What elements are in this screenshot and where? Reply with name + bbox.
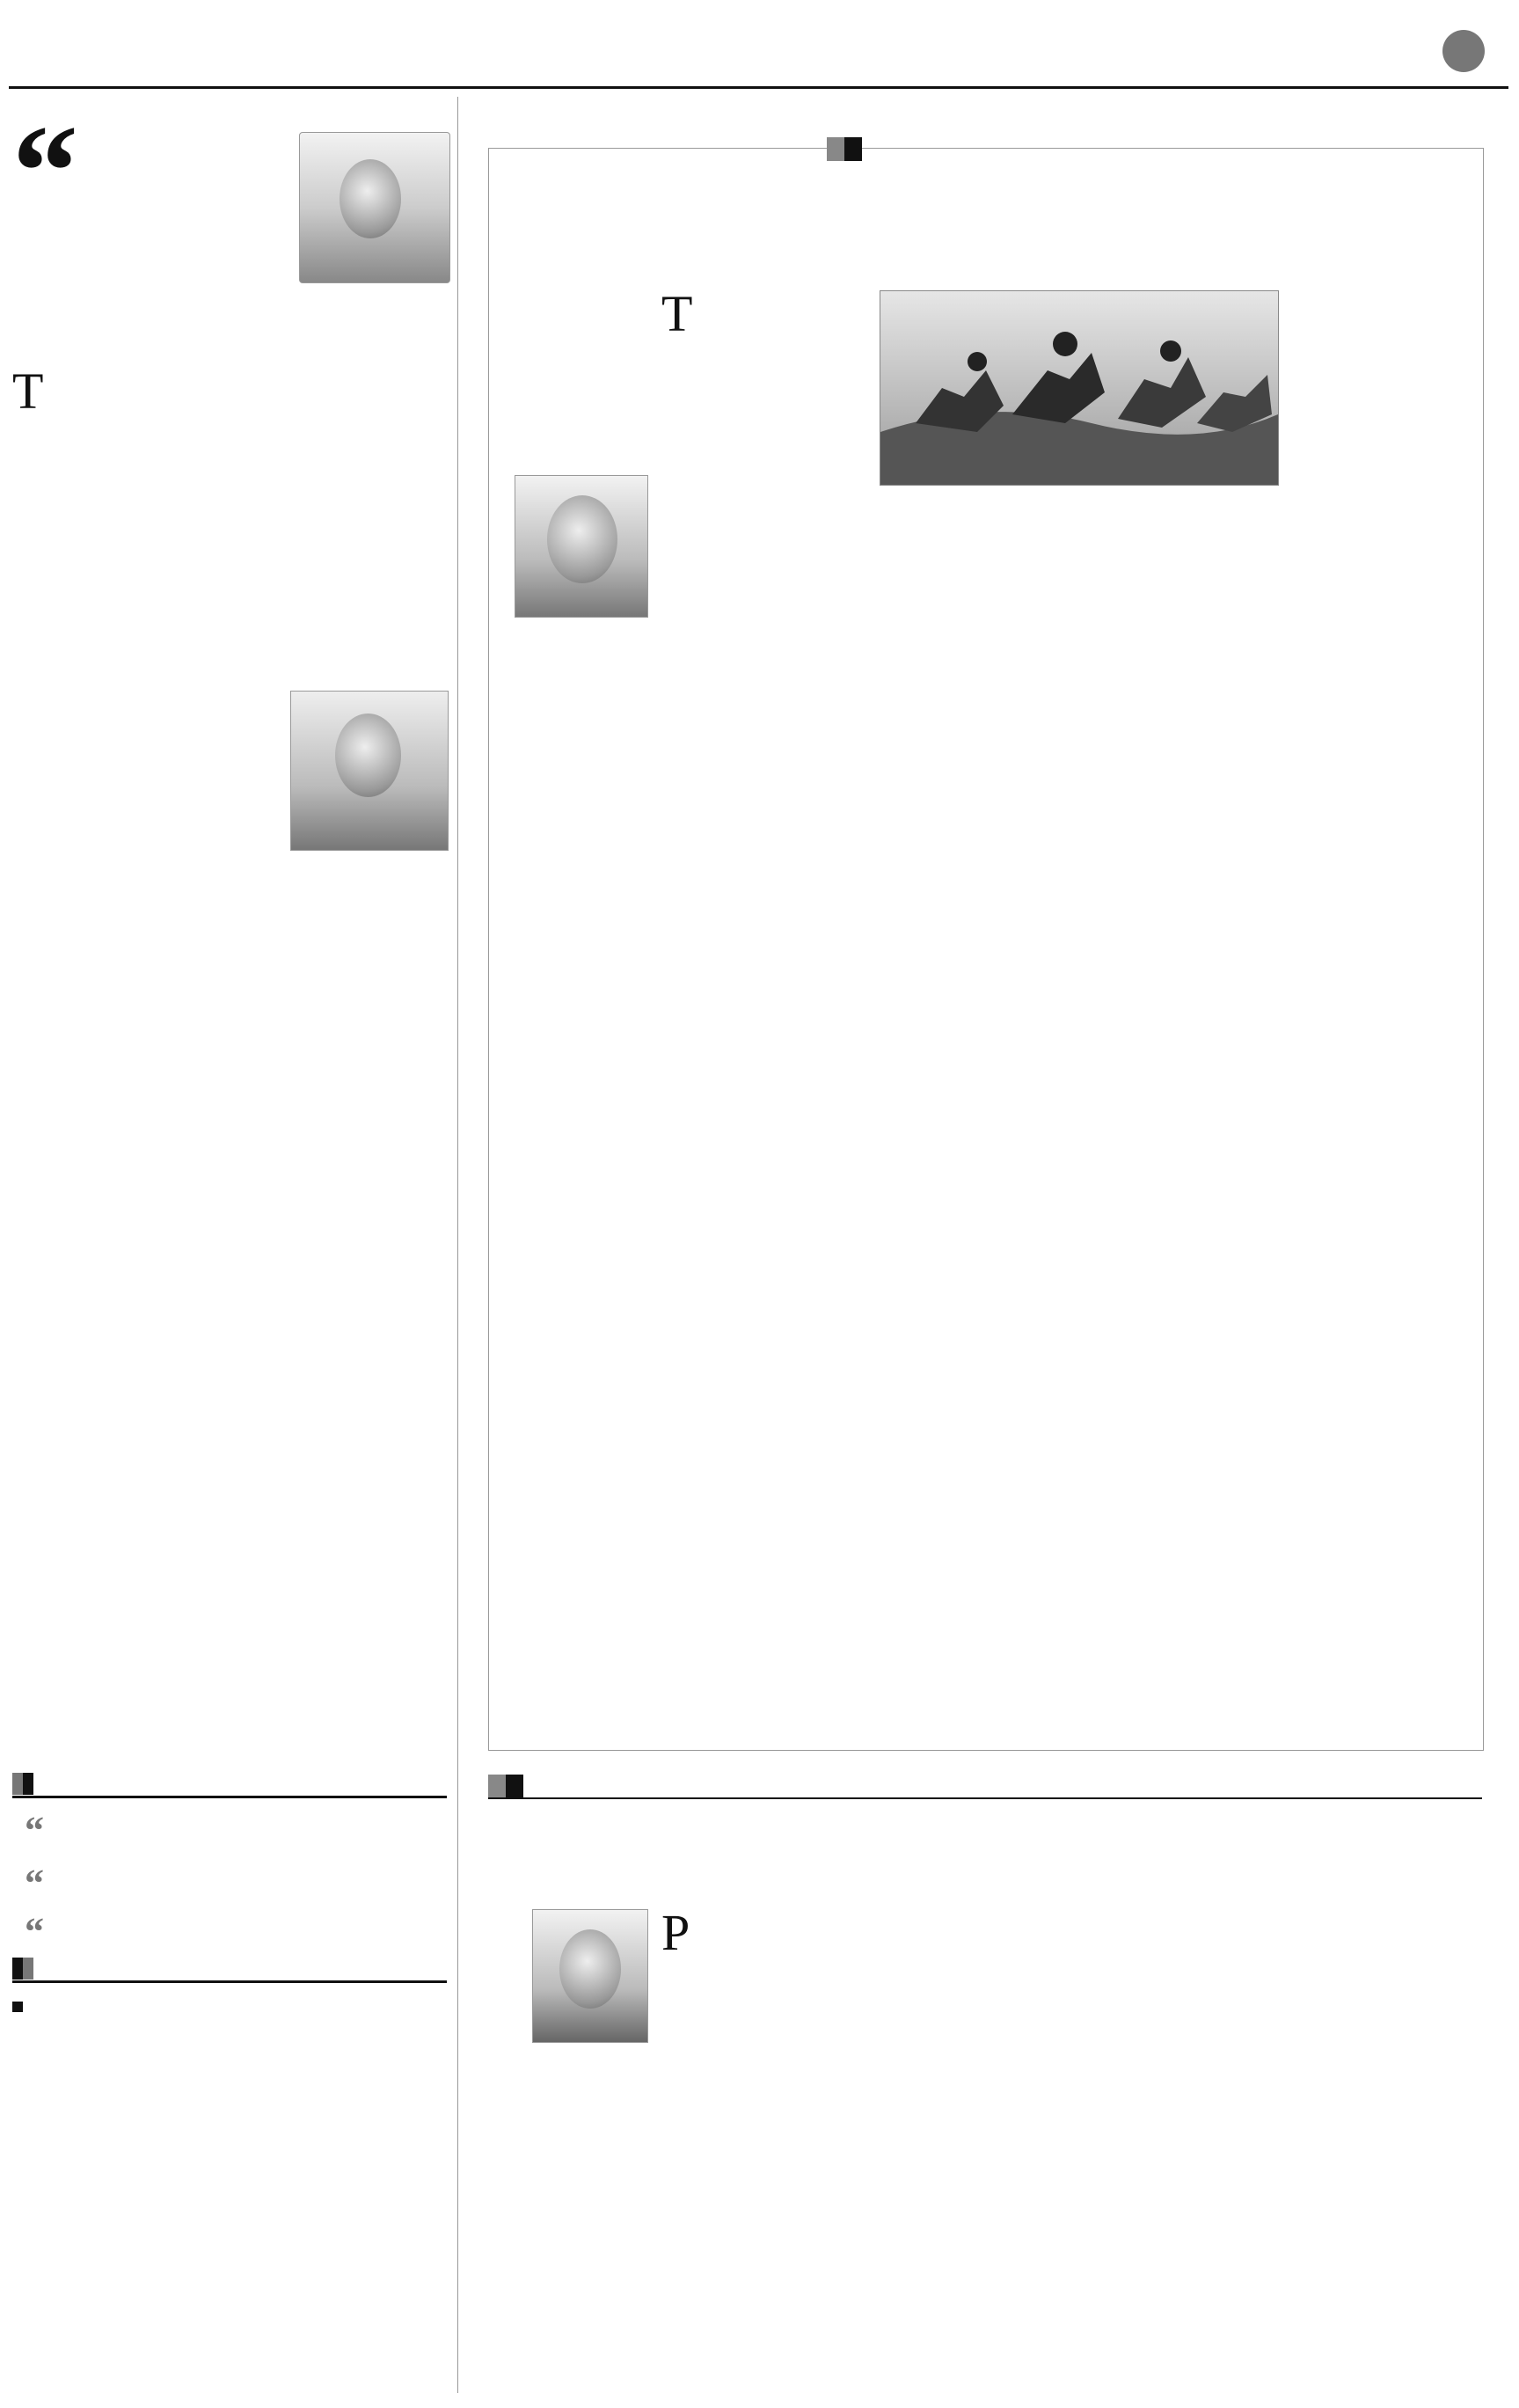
quote-mark-icon: “ xyxy=(12,99,78,245)
dropcap: T xyxy=(12,368,44,420)
left-column-divider xyxy=(457,97,458,2393)
editorial-body-bottom xyxy=(12,1066,447,1735)
horsemen-image xyxy=(880,291,1278,485)
spectrum-column-1 xyxy=(661,1909,857,2362)
focus-tag xyxy=(827,137,862,161)
wisdom-quote-icon: “ xyxy=(25,1809,44,1852)
spectrum-column-4 xyxy=(1274,1909,1474,2287)
focus-illustration xyxy=(880,290,1279,486)
focus-tag-b xyxy=(844,137,862,161)
words-worth xyxy=(12,1958,447,2397)
wisdom-quote-icon: “ xyxy=(25,1862,44,1905)
quote-box xyxy=(9,99,449,273)
wordsworth-word xyxy=(12,1994,30,2017)
spectrum-tag-b xyxy=(506,1775,523,1798)
spectrum-tag-a xyxy=(488,1775,506,1798)
dropcap: T xyxy=(661,290,693,342)
focus-column-2 xyxy=(880,581,1075,1733)
wisdom-corner xyxy=(12,1773,447,1953)
masthead-rule xyxy=(9,86,1508,89)
focus-column-4 xyxy=(1288,290,1472,1628)
wisdom-title-a xyxy=(12,1773,23,1795)
author-photo-slavoj-zizek xyxy=(515,475,648,618)
spectrum-tag xyxy=(488,1774,1482,1798)
focus-column-3 xyxy=(1084,581,1279,1733)
wisdom-title-b xyxy=(23,1773,33,1795)
spectrum-column-2 xyxy=(865,1909,1061,2362)
dropcap: P xyxy=(661,1909,690,1961)
author-photo-aakar-patel xyxy=(290,691,449,851)
editorial-body-top xyxy=(12,368,447,693)
editorial-body-narrow xyxy=(12,695,280,1065)
wordsworth-title-a xyxy=(12,1958,23,1980)
author-photo-shivaji-mohinta xyxy=(532,1909,648,2043)
square-bullet-icon xyxy=(12,2002,23,2012)
wordsworth-title xyxy=(12,1958,447,1983)
spectrum-column-3 xyxy=(1070,1909,1265,2362)
quote-portrait xyxy=(299,132,450,283)
wisdom-title xyxy=(12,1773,447,1798)
wordsworth-text xyxy=(12,2028,447,2389)
focus-column-1 xyxy=(661,290,873,1733)
spectrum-tag-rule xyxy=(488,1797,1482,1799)
wisdom-quote-icon: “ xyxy=(25,1910,44,1953)
wordsworth-title-b xyxy=(23,1958,33,1980)
focus-tag-a xyxy=(827,137,844,161)
masthead xyxy=(0,0,1519,97)
page-number-badge xyxy=(1442,30,1485,72)
